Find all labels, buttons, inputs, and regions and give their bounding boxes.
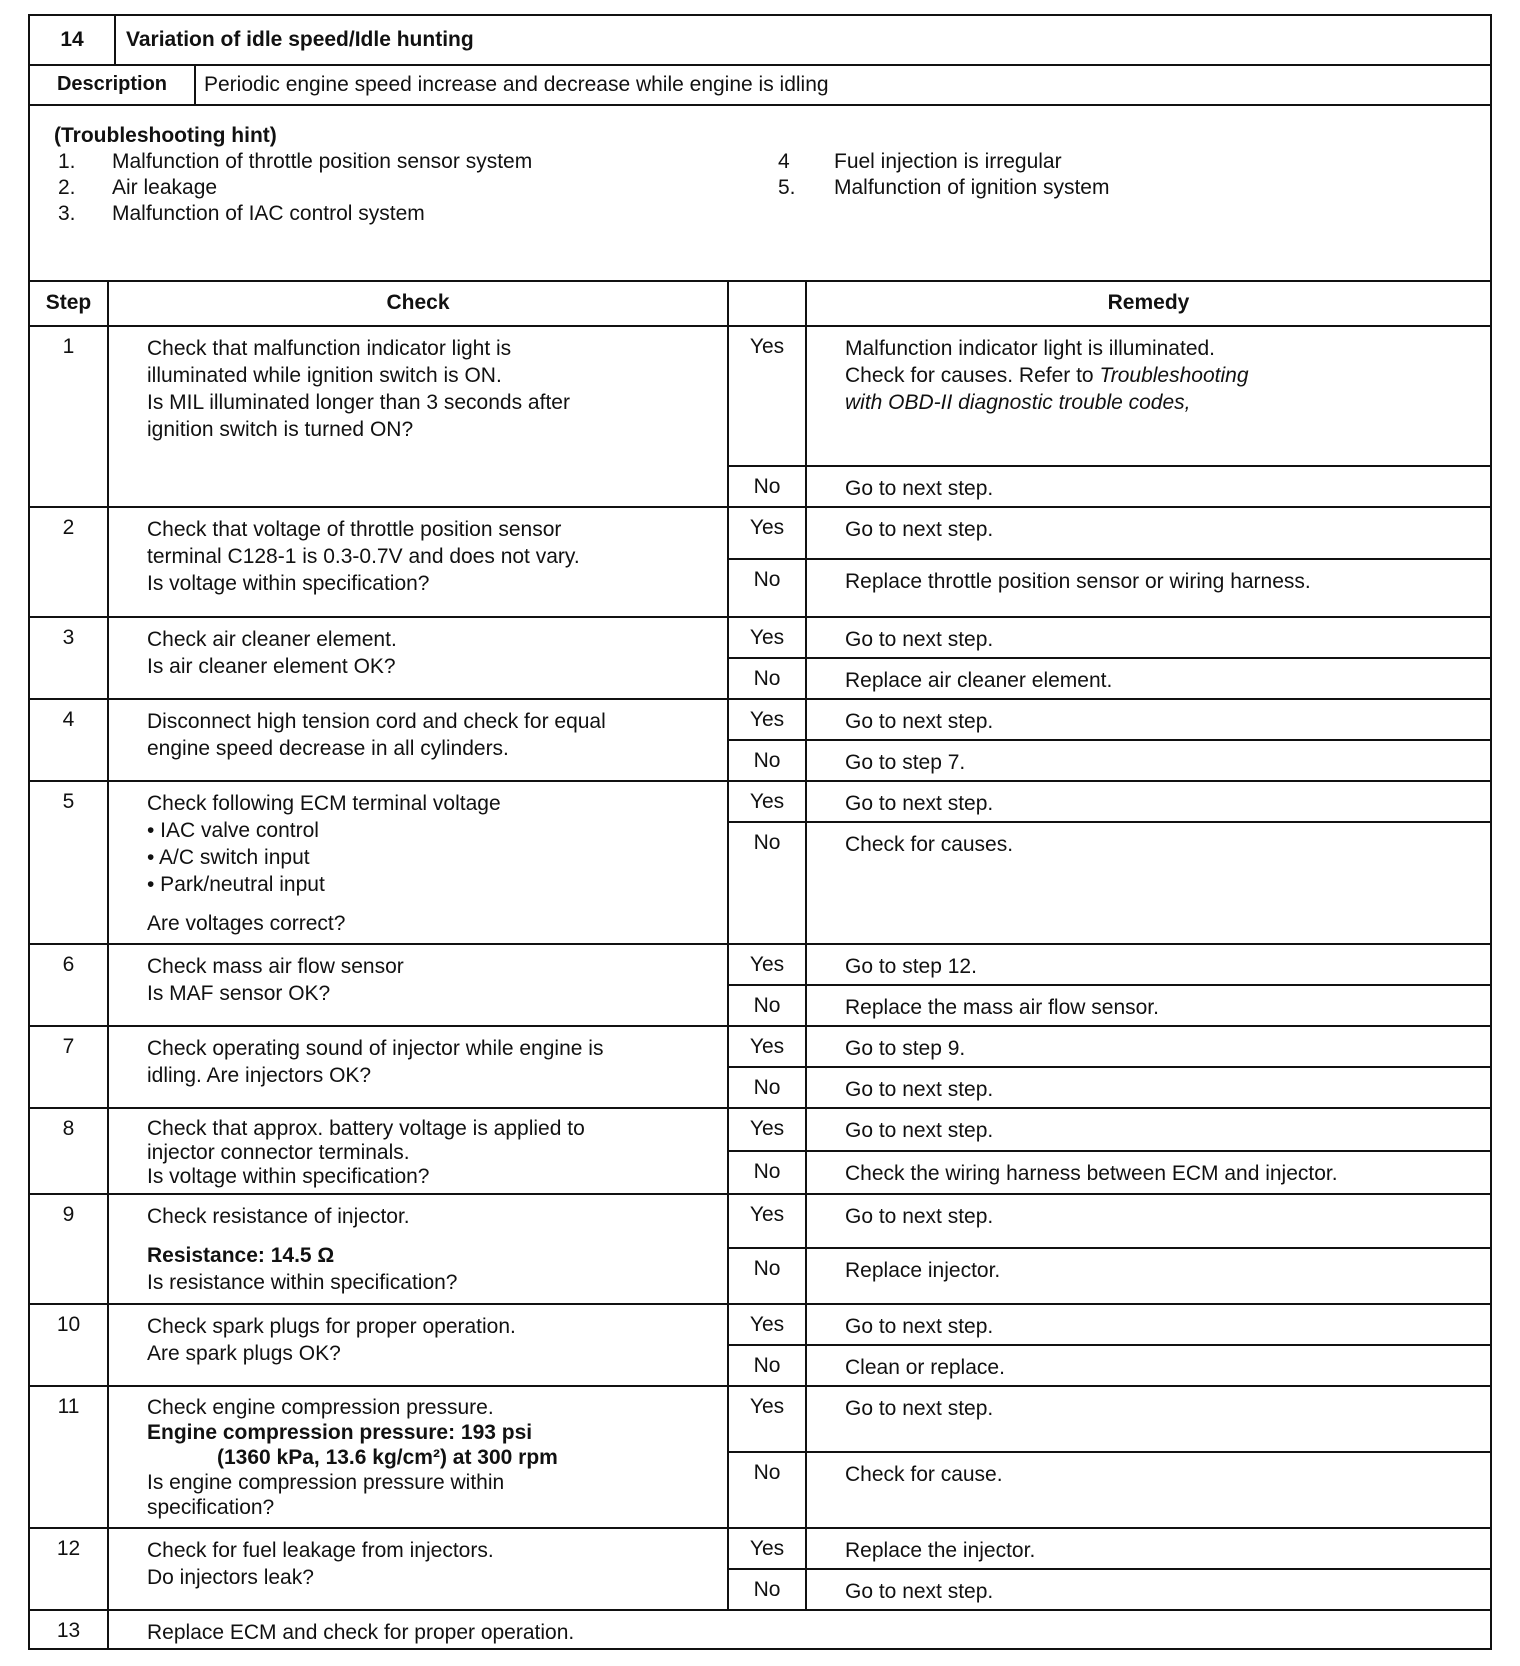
remedy-text: Check for causes. Refer to [845, 364, 1100, 387]
description-text: Periodic engine speed increase and decrease while engine is idling [204, 73, 829, 96]
check-cell [108, 1304, 728, 1386]
check-cell [108, 944, 728, 1026]
steps-table [30, 280, 1490, 1650]
column-header-remedy: Remedy [806, 280, 1490, 326]
remedy-no: Check for cause. [806, 1452, 1490, 1528]
check-cell [108, 1194, 728, 1304]
step-number: 13 [30, 1610, 108, 1650]
remedy-yes: Go to next step. [806, 1108, 1490, 1151]
remedy-no: Go to step 7. [806, 740, 1490, 781]
check-line: illuminated while ignition switch is ON. [147, 364, 502, 387]
remedy-yes: Go to next step. [806, 617, 1490, 658]
check-line: Is engine compression pressure within [147, 1471, 505, 1494]
check-line: specification? [147, 1496, 275, 1519]
table-row [30, 507, 1490, 559]
table-row [30, 326, 1490, 466]
table-row [30, 944, 1490, 985]
check-line: Check following ECM terminal voltage [147, 792, 501, 815]
check-line: terminal C128-1 is 0.3-0.7V and does not vary. [147, 545, 580, 568]
remedy-no: Replace injector. [806, 1248, 1490, 1304]
check-line: Do injectors leak? [147, 1566, 314, 1589]
hint-item-text: Malfunction of ignition system [834, 176, 1110, 199]
check-line: Check resistance of injector. [147, 1205, 410, 1228]
table-row [30, 781, 1490, 822]
hint-item-number: 2. [58, 176, 76, 199]
no-label: No [728, 740, 806, 781]
check-line: Is voltage within specification? [147, 572, 430, 595]
column-header-check: Check [108, 280, 728, 326]
step-number: 1 [30, 326, 108, 507]
check-cell: Replace ECM and check for proper operation. [108, 1610, 1490, 1650]
remedy-yes: Go to step 12. [806, 944, 1490, 985]
check-cell [108, 617, 728, 699]
yes-label: Yes [728, 1194, 806, 1248]
check-line: Is MIL illuminated longer than 3 seconds after [147, 391, 570, 414]
check-line: Is MAF sensor OK? [147, 982, 331, 1005]
step-number: 3 [30, 617, 108, 699]
troubleshooting-sheet [28, 14, 1492, 1650]
step-number: 10 [30, 1304, 108, 1386]
check-line: injector connector terminals. [147, 1141, 410, 1164]
title-row [30, 16, 1490, 66]
check-cell [108, 1386, 728, 1528]
no-label: No [728, 1569, 806, 1610]
remedy-yes: Go to step 9. [806, 1026, 1490, 1067]
no-label: No [728, 1452, 806, 1528]
remedy-line: Malfunction indicator light is illuminated. [845, 337, 1216, 360]
description-row [30, 64, 1490, 106]
remedy-yes: Go to next step. [806, 1386, 1490, 1452]
yes-label: Yes [728, 944, 806, 985]
check-cell [108, 1528, 728, 1610]
step-number: 12 [30, 1528, 108, 1610]
no-label: No [728, 1067, 806, 1108]
yes-label: Yes [728, 781, 806, 822]
check-line: Check that approx. battery voltage is applied to [147, 1117, 585, 1140]
remedy-no: Replace air cleaner element. [806, 658, 1490, 699]
hint-item-text: Malfunction of throttle position sensor system [112, 150, 533, 173]
no-label: No [728, 1345, 806, 1386]
no-label: No [728, 1151, 806, 1194]
yes-label: Yes [728, 507, 806, 559]
check-line: Check for fuel leakage from injectors. [147, 1539, 494, 1562]
step-number: 7 [30, 1026, 108, 1108]
yes-label: Yes [728, 1528, 806, 1569]
remedy-no: Replace throttle position sensor or wiring harness. [806, 559, 1490, 617]
table-row [30, 1610, 1490, 1650]
remedy-no: Go to next step. [806, 1067, 1490, 1108]
yes-label: Yes [728, 617, 806, 658]
check-cell [108, 1026, 728, 1108]
table-row [30, 1108, 1490, 1151]
hint-item-number: 5. [778, 176, 796, 199]
hint-item-text: Malfunction of IAC control system [112, 202, 425, 225]
check-spec: (1360 kPa, 13.6 kg/cm²) at 300 rpm [217, 1446, 558, 1469]
hint-item-number: 3. [58, 202, 76, 225]
hint-item-number: 4 [778, 150, 790, 173]
column-header-yes-no [728, 280, 806, 326]
table-row [30, 1528, 1490, 1569]
table-row [30, 1026, 1490, 1067]
procedure-number: 14 [30, 16, 116, 64]
check-cell [108, 507, 728, 617]
step-number: 2 [30, 507, 108, 617]
remedy-reference: Troubleshooting [1099, 364, 1249, 387]
remedy-line [845, 362, 1480, 389]
step-number: 4 [30, 699, 108, 781]
table-row [30, 1386, 1490, 1452]
procedure-title: Variation of idle speed/Idle hunting [126, 28, 474, 51]
remedy-yes: Go to next step. [806, 507, 1490, 559]
table-row [30, 699, 1490, 740]
check-cell [108, 326, 728, 507]
yes-label: Yes [728, 1108, 806, 1151]
remedy-yes: Go to next step. [806, 781, 1490, 822]
column-header-step: Step [30, 280, 108, 326]
yes-label: Yes [728, 1304, 806, 1345]
check-line: ignition switch is turned ON? [147, 418, 414, 441]
no-label: No [728, 1248, 806, 1304]
table-row [30, 1304, 1490, 1345]
yes-label: Yes [728, 1026, 806, 1067]
remedy-reference: with OBD-II diagnostic trouble codes, [845, 391, 1191, 414]
step-number: 11 [30, 1386, 108, 1528]
no-label: No [728, 466, 806, 507]
remedy-yes: Replace the injector. [806, 1528, 1490, 1569]
check-cell [108, 1108, 728, 1194]
check-line: Check that voltage of throttle position sensor [147, 518, 562, 541]
remedy-no: Replace the mass air flow sensor. [806, 985, 1490, 1026]
check-line: Check spark plugs for proper operation. [147, 1315, 516, 1338]
hint-title: (Troubleshooting hint) [54, 124, 277, 147]
remedy-no: Check for causes. [806, 822, 1490, 944]
check-line: Check mass air flow sensor [147, 955, 404, 978]
hint-item-text: Air leakage [112, 176, 218, 199]
yes-label: Yes [728, 326, 806, 466]
remedy-no: Check the wiring harness between ECM and injector. [806, 1151, 1490, 1194]
check-line: Check operating sound of injector while engine is [147, 1037, 604, 1060]
check-line: Disconnect high tension cord and check for equal [147, 710, 606, 733]
step-number: 5 [30, 781, 108, 944]
check-line: Is resistance within specification? [147, 1271, 458, 1294]
check-line: Check air cleaner element. [147, 628, 397, 651]
step-number: 9 [30, 1194, 108, 1304]
no-label: No [728, 822, 806, 944]
step-number: 8 [30, 1108, 108, 1194]
remedy-yes [806, 326, 1490, 466]
remedy-yes: Go to next step. [806, 699, 1490, 740]
hint-item-text: Fuel injection is irregular [834, 150, 1062, 173]
no-label: No [728, 658, 806, 699]
remedy-no: Clean or replace. [806, 1345, 1490, 1386]
check-line: Are voltages correct? [147, 912, 346, 935]
check-cell [108, 781, 728, 944]
remedy-no: Go to next step. [806, 466, 1490, 507]
remedy-yes: Go to next step. [806, 1194, 1490, 1248]
step-number: 6 [30, 944, 108, 1026]
hint-item-number: 1. [58, 150, 76, 173]
table-row [30, 1194, 1490, 1248]
remedy-yes: Go to next step. [806, 1304, 1490, 1345]
check-spec: Engine compression pressure: 193 psi [147, 1421, 533, 1444]
check-bullet: • Park/neutral input [147, 873, 325, 896]
check-line: engine speed decrease in all cylinders. [147, 737, 509, 760]
check-line: Is air cleaner element OK? [147, 655, 396, 678]
check-line: Check engine compression pressure. [147, 1396, 494, 1419]
check-line: Check that malfunction indicator light is [147, 337, 512, 360]
table-row [30, 617, 1490, 658]
yes-label: Yes [728, 699, 806, 740]
table-header-row [30, 280, 1490, 326]
no-label: No [728, 985, 806, 1026]
check-spec: Resistance: 14.5 Ω [147, 1244, 335, 1267]
yes-label: Yes [728, 1386, 806, 1452]
check-line: Are spark plugs OK? [147, 1342, 341, 1365]
check-bullet: • A/C switch input [147, 846, 310, 869]
remedy-no: Go to next step. [806, 1569, 1490, 1610]
description-label: Description [30, 64, 196, 104]
check-line: idling. Are injectors OK? [147, 1064, 372, 1087]
check-cell [108, 699, 728, 781]
no-label: No [728, 559, 806, 617]
check-line: Is voltage within specification? [147, 1165, 430, 1188]
check-bullet: • IAC valve control [147, 819, 319, 842]
troubleshooting-hint [30, 104, 1490, 282]
